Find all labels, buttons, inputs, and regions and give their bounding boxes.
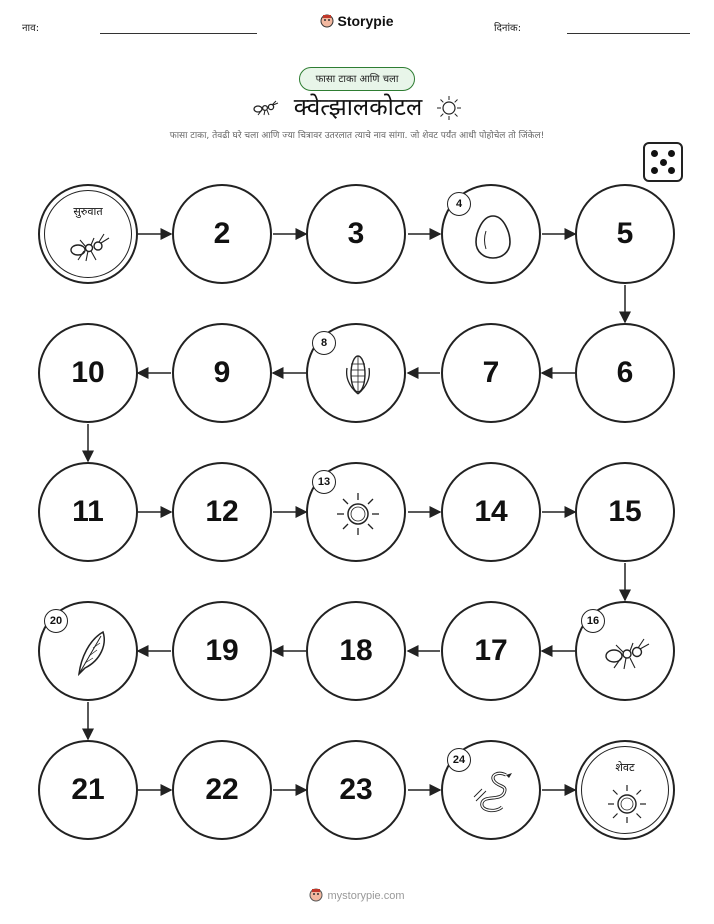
board-cell — [575, 184, 675, 284]
ant-icon — [68, 226, 112, 270]
cell-number: 17 — [474, 634, 508, 667]
cell-number: 19 — [205, 634, 239, 667]
cell-number: 23 — [339, 773, 373, 806]
board-cell — [172, 601, 272, 701]
corn-icon — [333, 350, 383, 400]
board-cell — [172, 462, 272, 562]
cell-badge: 24 — [447, 748, 471, 772]
sun-icon — [333, 489, 383, 539]
footer — [0, 888, 714, 902]
board-cell — [441, 601, 541, 701]
cell-badge: 8 — [312, 331, 336, 355]
date-label: दिनांक: — [494, 23, 522, 34]
board-cell — [306, 740, 406, 840]
cell-number: 14 — [474, 495, 508, 528]
end-label: शेवट — [615, 761, 635, 774]
board-cell — [306, 601, 406, 701]
feather-icon — [65, 628, 115, 678]
serpent-icon — [468, 767, 518, 817]
sun-icon — [605, 782, 649, 826]
board-cell — [575, 323, 675, 423]
cell-number: 15 — [608, 495, 642, 528]
cell-badge: 20 — [44, 609, 68, 633]
board-cell — [441, 740, 541, 840]
storypie-mascot-icon — [309, 888, 323, 902]
cell-number: 22 — [205, 773, 239, 806]
game-type-pill: फासा टाका आणि चला — [299, 67, 415, 91]
cell-badge: 4 — [447, 192, 471, 216]
cell-number: 10 — [71, 356, 105, 389]
cell-number: 9 — [213, 356, 231, 389]
start-label: सुरुवात — [73, 205, 103, 218]
instructions: फासा टाका, तेवढी घरे चला आणि ज्या चित्रावर उतरलात त्याचे नाव सांगा. जो शेवट पर्यंत आधी पोहोचेल तो जिंकेल! — [169, 131, 545, 141]
board-cell — [38, 462, 138, 562]
cell-badge: 16 — [581, 609, 605, 633]
cell-number: 11 — [72, 495, 104, 528]
finish-cell — [575, 740, 675, 840]
cell-number: 5 — [616, 217, 634, 250]
title-text: क्वेत्झालकोटल — [293, 93, 423, 121]
cell-number: 3 — [347, 217, 365, 250]
board-cell — [38, 323, 138, 423]
ant-icon — [602, 628, 652, 678]
board-cell — [38, 740, 138, 840]
board-cell — [38, 601, 138, 701]
board-cell — [441, 462, 541, 562]
cell-badge: 13 — [312, 470, 336, 494]
board-cell — [441, 323, 541, 423]
cell-number: 12 — [205, 495, 239, 528]
start-cell — [38, 184, 138, 284]
board-cell — [172, 323, 272, 423]
cell-number: 21 — [71, 773, 105, 806]
board-cell — [306, 323, 406, 423]
cell-number: 18 — [339, 634, 373, 667]
board-cell — [575, 462, 675, 562]
cell-number: 6 — [616, 356, 634, 389]
brand-name: Storypie — [337, 13, 394, 29]
board-cell — [172, 740, 272, 840]
cell-number: 2 — [213, 217, 231, 250]
name-label: नाव: — [22, 23, 40, 34]
board-cell — [172, 184, 272, 284]
board-cell — [306, 462, 406, 562]
board-cell — [575, 601, 675, 701]
footer-site[interactable]: mystorypie.com — [327, 890, 405, 902]
board-cell — [441, 184, 541, 284]
board-cell — [306, 184, 406, 284]
cell-number: 7 — [482, 356, 500, 389]
egg-icon — [468, 211, 518, 261]
